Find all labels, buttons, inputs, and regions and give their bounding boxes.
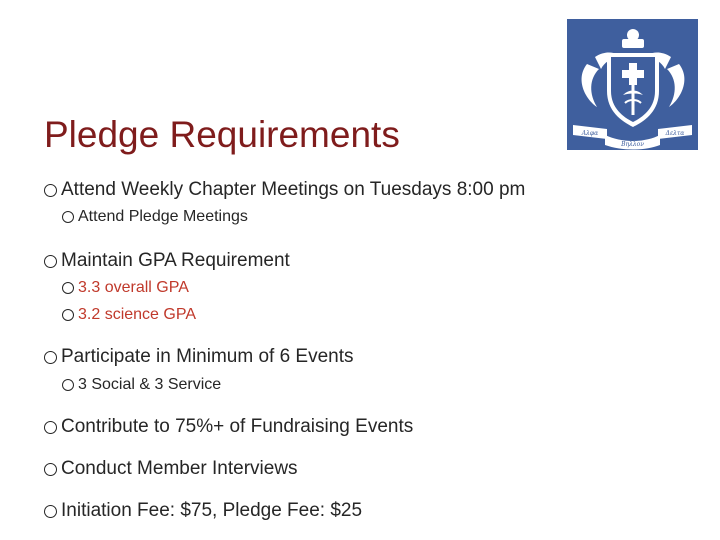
bullet-text: Conduct Member Interviews <box>61 458 298 479</box>
bullet-item <box>44 416 413 438</box>
hollow-circle-bullet-icon <box>44 463 57 476</box>
hollow-circle-bullet-icon <box>62 309 74 321</box>
slide-title: Pledge Requirements <box>44 114 400 155</box>
crest-banner-right: Δελτα <box>665 130 685 137</box>
crest-banner-bottom: Βηλλον <box>621 141 644 148</box>
bullet-item <box>44 458 298 480</box>
sub-bullet-item <box>62 376 221 394</box>
sub-bullet-item <box>62 279 189 297</box>
bullet-text: Contribute to 75%+ of Fundraising Events <box>61 416 414 437</box>
sub-bullet-text: 3.3 overall GPA <box>78 279 189 296</box>
bullet-item <box>44 179 525 201</box>
sub-bullet-text: 3 Social & 3 Service <box>78 376 222 393</box>
crest-banner-left: Αλφα <box>581 130 599 137</box>
hollow-circle-bullet-icon <box>44 505 57 518</box>
sub-bullet-text: Attend Pledge Meetings <box>78 208 248 225</box>
sub-bullet-item <box>62 306 196 324</box>
sub-bullet-item <box>62 208 248 226</box>
bullet-item <box>44 346 354 368</box>
bullet-text: Participate in Minimum of 6 Events <box>61 346 354 367</box>
sub-bullet-text: 3.2 science GPA <box>78 306 196 323</box>
hollow-circle-bullet-icon <box>44 351 57 364</box>
hollow-circle-bullet-icon <box>62 211 74 223</box>
bullet-text: Maintain GPA Requirement <box>61 250 290 271</box>
hollow-circle-bullet-icon <box>44 255 57 268</box>
hollow-circle-bullet-icon <box>62 282 74 294</box>
bullet-text: Initiation Fee: $75, Pledge Fee: $25 <box>61 500 363 521</box>
bullet-text: Attend Weekly Chapter Meetings on Tuesdays 8:00 pm <box>61 179 526 200</box>
hollow-circle-bullet-icon <box>62 379 74 391</box>
hollow-circle-bullet-icon <box>44 184 57 197</box>
hollow-circle-bullet-icon <box>44 421 57 434</box>
bullet-item <box>44 250 290 272</box>
bullet-item <box>44 500 362 522</box>
